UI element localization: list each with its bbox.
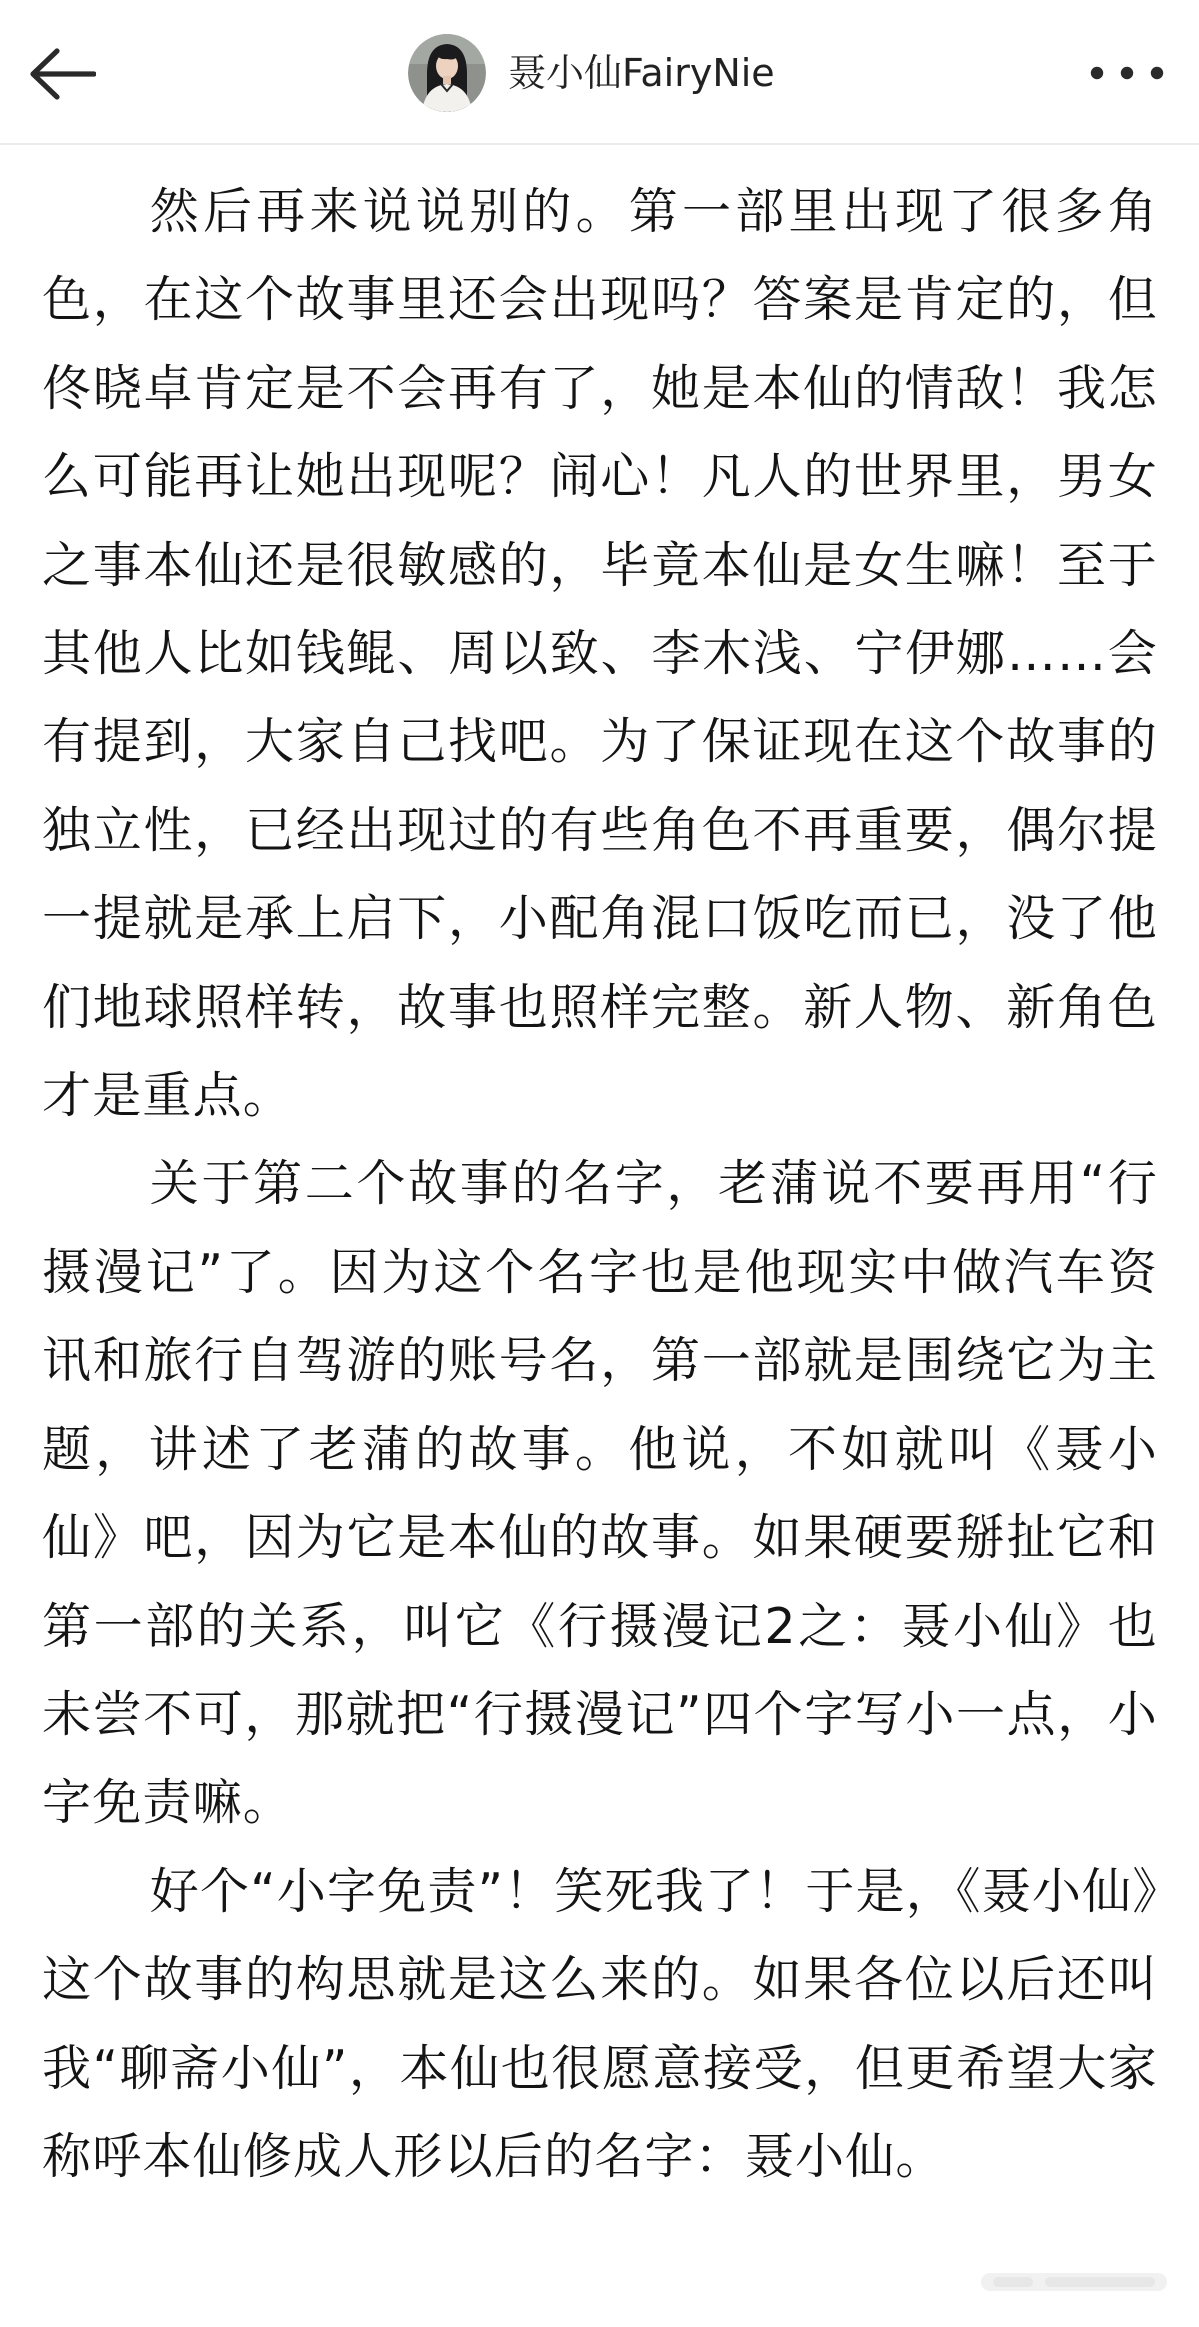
back-button[interactable] [26,36,110,112]
more-button[interactable] [1085,42,1169,104]
top-nav-bar [0,0,1199,145]
user-avatar[interactable] [408,34,486,112]
article-paragraph: 好个“小字免责”！笑死我了！于是，《聂小仙》这个故事的构思就是这么来的。如果各位以后还叫我“聊斋小仙”，本仙也很愿意接受，但更希望大家称呼本仙修成人形以后的名字：聂小仙。 [42,1862,1158,2185]
author-info[interactable] [408,34,775,112]
watermark-logo [975,2243,1175,2303]
article-paragraph: 关于第二个故事的名字，老蒲说不要再用“行摄漫记”了。因为这个名字也是他现实中做汽车资讯和旅行自驾游的账号名，第一部就是围绕它为主题，讲述了老蒲的故事。他说，不如就叫《聂小仙》吧，因为它是本仙的故事。如果硬要掰扯它和第一部的关系，叫它《行摄漫记2之：聂小仙》也未尝不可，那就把“行摄漫记”四个字写小一点，小字免责嘛。 [42,1155,1158,1832]
article-body [42,168,1158,2201]
more-horizontal-icon [1089,65,1165,81]
arrow-left-icon [26,46,96,102]
author-name[interactable]: 聂小仙FairyNie [508,51,775,95]
avatar-image [408,34,486,112]
article-paragraph: 然后再来说说别的。第一部里出现了很多角色，在这个故事里还会出现吗？答案是肯定的，但佟晓卓肯定是不会再有了，她是本仙的情敌！我怎么可能再让她出现呢？闹心！凡人的世界里，男女之事本仙还是很敏感的，毕竟本仙是女生嘛！至于其他人比如钱鲲、周以致、李木浅、宁伊娜……会有提到，大家自己找吧。为了保证现在这个故事的独立性，已经出现过的有些角色不再重要，偶尔提一提就是承上启下，小配角混口饭吃而已，没了他们地球照样转，故事也照样完整。新人物、新角色才是重点。 [42,183,1158,1125]
